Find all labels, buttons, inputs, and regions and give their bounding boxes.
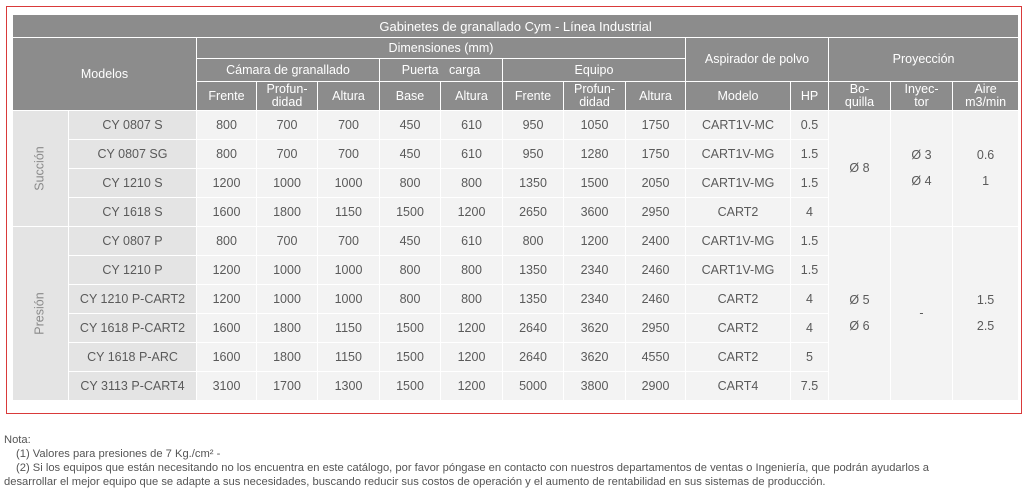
- table-cell: 1000: [257, 256, 318, 285]
- table-cell: 1750: [626, 111, 686, 140]
- model-cell: CY 0807 P: [69, 227, 197, 256]
- table-cell: 1200: [441, 372, 503, 401]
- table-cell: 1500: [380, 314, 441, 343]
- table-cell: 2900: [626, 372, 686, 401]
- table-cell: 700: [318, 140, 380, 169]
- table-cell: 1800: [257, 314, 318, 343]
- table-cell: 1200: [197, 169, 257, 198]
- table-cell: 2340: [564, 285, 626, 314]
- note-2: (2) Si los equipos que están necesitando no los encuentra en este catálogo, por favor póngase en contacto con nuestros departamentos de ventas o Ingeniería, que podrán ayudarlos a: [16, 462, 930, 474]
- model-cell: CY 3113 P-CART4: [69, 372, 197, 401]
- model-cell: CY 1618 P-CART2: [69, 314, 197, 343]
- table-cell: 950: [503, 140, 564, 169]
- table-cell: 1700: [257, 372, 318, 401]
- model-cell: CY 0807 SG: [69, 140, 197, 169]
- table-cell: 1800: [257, 198, 318, 227]
- table-cell: CART1V-MG: [686, 227, 791, 256]
- table-cell: 0.5: [791, 111, 829, 140]
- table-cell: 1200: [197, 256, 257, 285]
- table-cell: 800: [441, 256, 503, 285]
- table-cell: 800: [197, 227, 257, 256]
- table-cell: 800: [197, 111, 257, 140]
- table-cell: CART2: [686, 343, 791, 372]
- col-altura-puerta: Altura: [441, 82, 503, 111]
- table-cell: 1200: [441, 314, 503, 343]
- table-cell: CART2: [686, 314, 791, 343]
- model-cell: CY 1618 P-ARC: [69, 343, 197, 372]
- notes-label: Nota:: [4, 434, 31, 446]
- table-cell: 1280: [564, 140, 626, 169]
- table-cell: 1.5: [791, 140, 829, 169]
- table-cell: 450: [380, 227, 441, 256]
- table-cell: 1.5: [791, 227, 829, 256]
- table-cell: 4: [791, 198, 829, 227]
- table-cell: 1750: [626, 140, 686, 169]
- table-cell: 2340: [564, 256, 626, 285]
- table-cell: 1500: [380, 198, 441, 227]
- table-cell: 1.5: [791, 169, 829, 198]
- table-cell: 1500: [564, 169, 626, 198]
- table-cell: 1600: [197, 198, 257, 227]
- table-cell: 1000: [257, 285, 318, 314]
- table-cell: 1200: [441, 198, 503, 227]
- group-label: Presión: [32, 292, 47, 335]
- col-inyector: Inyec- tor: [891, 82, 953, 111]
- table-cell: 1200: [197, 285, 257, 314]
- table-cell: 3600: [564, 198, 626, 227]
- table-cell: 3800: [564, 372, 626, 401]
- table-cell: 800: [380, 285, 441, 314]
- projection-aire: 1.5 2.5: [953, 227, 1019, 401]
- table-cell: 1150: [318, 314, 380, 343]
- col-profundidad-camara: Profun- didad: [257, 82, 318, 111]
- table-cell: 1350: [503, 256, 564, 285]
- table-row: [13, 111, 1019, 140]
- table-cell: 4: [791, 285, 829, 314]
- model-cell: CY 1210 P-CART2: [69, 285, 197, 314]
- table-cell: 1600: [197, 343, 257, 372]
- table-cell: 1000: [318, 256, 380, 285]
- header-puerta: Puerta carga: [380, 59, 503, 82]
- group-label: Succión: [32, 146, 47, 191]
- table-cell: 800: [441, 169, 503, 198]
- table-cell: 800: [380, 169, 441, 198]
- projection-aire: 0.6 1: [953, 111, 1019, 227]
- col-profundidad-equipo: Profun- didad: [564, 82, 626, 111]
- table-cell: 5000: [503, 372, 564, 401]
- table-cell: 700: [318, 227, 380, 256]
- table-cell: CART1V-MG: [686, 140, 791, 169]
- table-cell: CART4: [686, 372, 791, 401]
- notes: [4, 433, 1024, 489]
- model-cell: CY 1210 S: [69, 169, 197, 198]
- col-altura-camara: Altura: [318, 82, 380, 111]
- table-cell: 2950: [626, 198, 686, 227]
- col-altura-equipo: Altura: [626, 82, 686, 111]
- header-proyeccion: Proyección: [829, 38, 1019, 82]
- table-cell: 1050: [564, 111, 626, 140]
- table-cell: 1300: [318, 372, 380, 401]
- header-modelos: Modelos: [13, 38, 197, 111]
- table-cell: 1350: [503, 169, 564, 198]
- table-cell: 2460: [626, 285, 686, 314]
- table-cell: CART1V-MG: [686, 256, 791, 285]
- table-cell: 1150: [318, 343, 380, 372]
- note-2-continued: desarrollar el mejor equipo que se adapte a sus necesidades, buscando reducir sus costos de operación y el aumento de rentabilidad en sus sistemas de producción.: [4, 476, 826, 488]
- table-cell: 2640: [503, 314, 564, 343]
- group-presion: [13, 227, 69, 401]
- table-cell: 1150: [318, 198, 380, 227]
- table-cell: 1200: [441, 343, 503, 372]
- table-cell: CART2: [686, 198, 791, 227]
- table-cell: 2460: [626, 256, 686, 285]
- table-cell: 700: [257, 111, 318, 140]
- col-frente-equipo: Frente: [503, 82, 564, 111]
- table-cell: 2640: [503, 343, 564, 372]
- table-cell: 2050: [626, 169, 686, 198]
- table-cell: 610: [441, 227, 503, 256]
- projection-boquilla: Ø 8: [829, 111, 891, 227]
- table-cell: 800: [380, 256, 441, 285]
- table-cell: 610: [441, 111, 503, 140]
- col-frente-camara: Frente: [197, 82, 257, 111]
- table-cell: 800: [441, 285, 503, 314]
- table-cell: 1000: [257, 169, 318, 198]
- table-cell: 700: [257, 227, 318, 256]
- header-camara: Cámara de granallado: [197, 59, 380, 82]
- model-cell: CY 1210 P: [69, 256, 197, 285]
- table-cell: 4: [791, 314, 829, 343]
- table-cell: 1000: [318, 169, 380, 198]
- header-dimensiones: Dimensiones (mm): [197, 38, 686, 59]
- table-cell: 450: [380, 140, 441, 169]
- table-cell: 700: [257, 140, 318, 169]
- table-title: Gabinetes de granallado Cym - Línea Industrial: [13, 15, 1019, 38]
- table-cell: CART2: [686, 285, 791, 314]
- table-cell: 1500: [380, 372, 441, 401]
- table-cell: CART1V-MC: [686, 111, 791, 140]
- col-aire: Aire m3/min: [953, 82, 1019, 111]
- table-cell: 1800: [257, 343, 318, 372]
- table-row: [13, 227, 1019, 256]
- table-cell: 5: [791, 343, 829, 372]
- table-body: [13, 111, 1019, 401]
- table-cell: CART1V-MG: [686, 169, 791, 198]
- projection-boquilla: Ø 5 Ø 6: [829, 227, 891, 401]
- table-cell: 3100: [197, 372, 257, 401]
- table-cell: 2950: [626, 314, 686, 343]
- projection-inyector: Ø 3 Ø 4: [891, 111, 953, 227]
- table-cell: 700: [318, 111, 380, 140]
- header-equipo: Equipo: [503, 59, 686, 82]
- note-1: (1) Valores para presiones de 7 Kg./cm² -: [16, 448, 221, 460]
- table-cell: 4550: [626, 343, 686, 372]
- table-cell: 1500: [380, 343, 441, 372]
- table-cell: 1350: [503, 285, 564, 314]
- group-succion: [13, 111, 69, 227]
- model-cell: CY 0807 S: [69, 111, 197, 140]
- table-cell: 800: [197, 140, 257, 169]
- table-cell: 1000: [318, 285, 380, 314]
- table-cell: 610: [441, 140, 503, 169]
- table-cell: 950: [503, 111, 564, 140]
- table-cell: 2400: [626, 227, 686, 256]
- table-cell: 1200: [564, 227, 626, 256]
- spec-table: [12, 14, 1019, 401]
- col-modelo-aspirador: Modelo: [686, 82, 791, 111]
- table-cell: 1600: [197, 314, 257, 343]
- projection-inyector: -: [891, 227, 953, 401]
- table-cell: 3620: [564, 314, 626, 343]
- col-boquilla: Bo- quilla: [829, 82, 891, 111]
- header-aspirador: Aspirador de polvo: [686, 38, 829, 82]
- table-cell: 1.5: [791, 256, 829, 285]
- col-base-puerta: Base: [380, 82, 441, 111]
- model-cell: CY 1618 S: [69, 198, 197, 227]
- table-cell: 3620: [564, 343, 626, 372]
- table-cell: 800: [503, 227, 564, 256]
- table-cell: 2650: [503, 198, 564, 227]
- table-cell: 450: [380, 111, 441, 140]
- col-hp: HP: [791, 82, 829, 111]
- table-cell: 7.5: [791, 372, 829, 401]
